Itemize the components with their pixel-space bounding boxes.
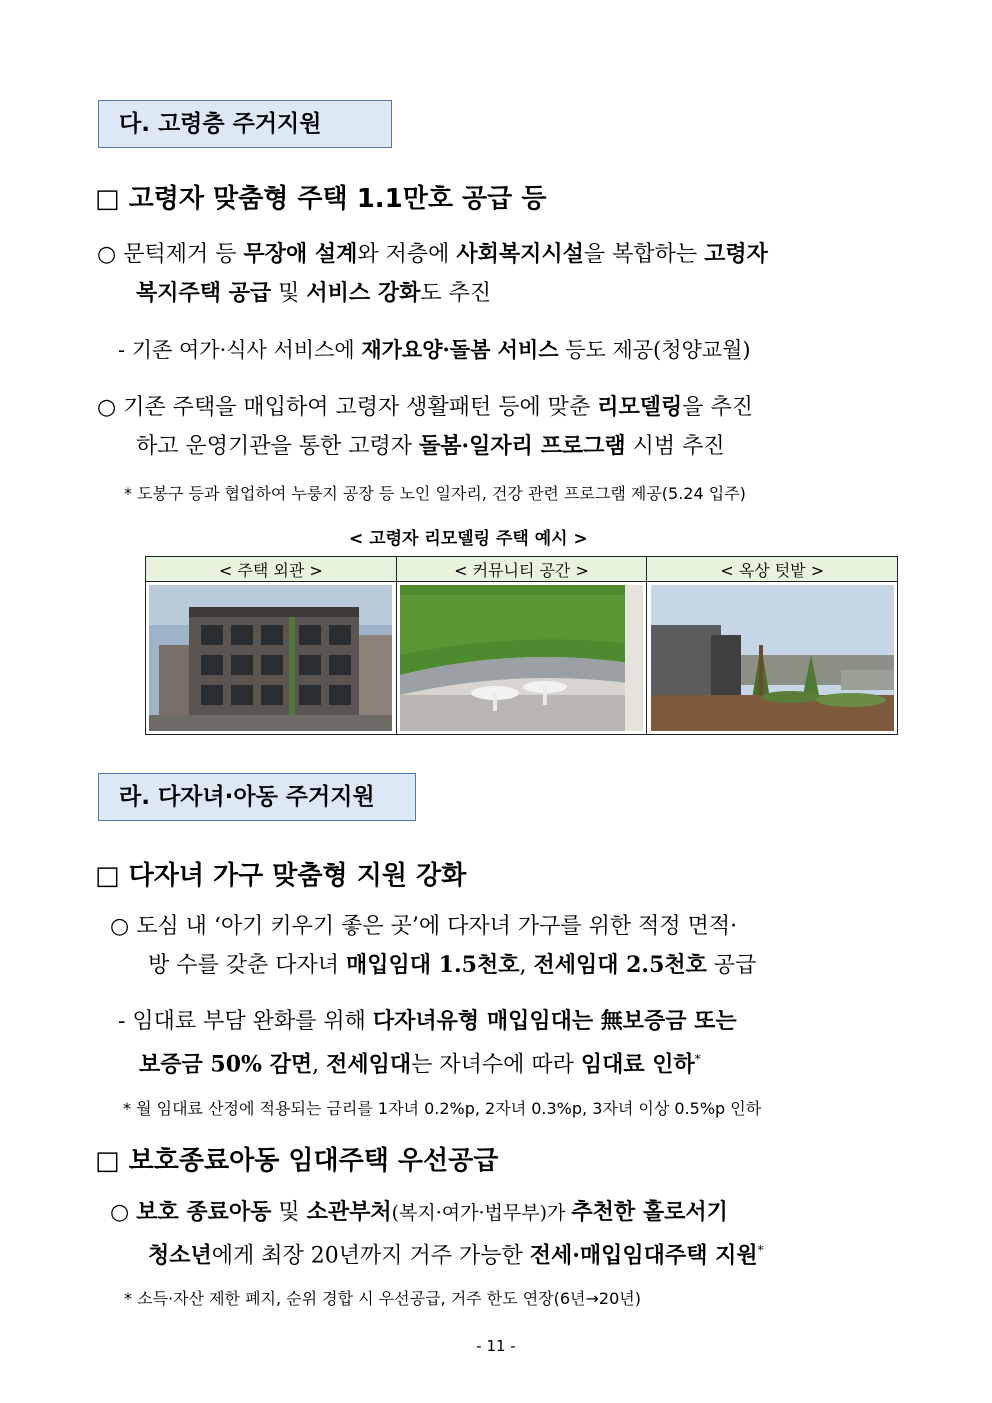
table-caption: < 고령자 리모델링 주택 예시 > xyxy=(349,529,588,549)
paragraph-multichild-line1: ○ 도심 내 ‘아기 키우기 좋은 곳’에 다자녀 가구를 위한 적정 면적· xyxy=(110,914,738,939)
paragraph-foster-line2: 청소년에게 최장 20년까지 거주 가능한 전세·매입임대주택 지원* xyxy=(148,1242,764,1269)
photo-header-community: < 커뮤니티 공간 > xyxy=(396,557,647,582)
paragraph-elderly-1-line2: 복지주택 공급 및 서비스 강화도 추진 xyxy=(136,280,492,306)
paragraph-foster-line1: ○ 보호 종료아동 및 소관부처(복지·여가·법무부)가 추천한 홀로서기 xyxy=(110,1199,728,1225)
sub-item-elderly-services: - 기존 여가·식사 서비스에 재가요양·돌봄 서비스 등도 제공(청양교월) xyxy=(118,337,751,362)
building-exterior-image xyxy=(149,585,392,731)
page-number: - 11 - xyxy=(476,1337,516,1355)
photo-cell-community xyxy=(396,582,647,735)
section-title-children: 라. 다자녀·아동 주거지원 xyxy=(98,773,416,821)
footnote-foster-conditions: * 소득·자산 제한 폐지, 순위 경합 시 우선공급, 거주 한도 연장(6년→20년) xyxy=(124,1289,641,1308)
sub-item-rent-relief-line2: 보증금 50% 감면, 전세임대는 자녀수에 따라 임대료 인하* xyxy=(139,1051,701,1078)
paragraph-elderly-2-line1: ○ 기존 주택을 매입하여 고령자 생활패턴 등에 맞춘 리모델링을 추진 xyxy=(97,394,753,420)
photo-header-rooftop: < 옥상 텃밭 > xyxy=(647,557,898,582)
photo-cell-rooftop xyxy=(647,582,898,735)
photo-table xyxy=(145,556,898,735)
heading-multichild-support: □ 다자녀 가구 맞춤형 지원 강화 xyxy=(95,861,467,891)
footnote-interest-rate: * 월 임대료 산정에 적용되는 금리를 1자녀 0.2%p, 2자녀 0.3%p, 3자녀 이상 0.5%p 인하 xyxy=(123,1099,762,1118)
paragraph-elderly-1-line1: ○ 문턱제거 등 무장애 설계와 저층에 사회복지시설을 복합하는 고령자 xyxy=(97,241,768,267)
section-title-elderly: 다. 고령층 주거지원 xyxy=(98,100,392,148)
heading-foster-youth: □ 보호종료아동 임대주택 우선공급 xyxy=(95,1146,499,1176)
rooftop-garden-image xyxy=(651,585,894,731)
community-space-image xyxy=(400,585,643,731)
paragraph-multichild-line2: 방 수를 갖춘 다자녀 매입임대 1.5천호, 전세임대 2.5천호 공급 xyxy=(148,952,757,978)
heading-elderly-housing: □ 고령자 맞춤형 주택 1.1만호 공급 등 xyxy=(95,184,547,214)
footnote-dobong: * 도봉구 등과 협업하여 누룽지 공장 등 노인 일자리, 건강 관련 프로그램 제공(5.24 입주) xyxy=(124,484,746,503)
paragraph-elderly-2-line2: 하고 운영기관을 통한 고령자 돌봄·일자리 프로그램 시범 추진 xyxy=(136,433,725,459)
photo-cell-exterior xyxy=(146,582,397,735)
sub-item-rent-relief-line1: - 임대료 부담 완화를 위해 다자녀유형 매입임대는 無보증금 또는 xyxy=(118,1008,737,1034)
photo-header-exterior: < 주택 외관 > xyxy=(146,557,397,582)
